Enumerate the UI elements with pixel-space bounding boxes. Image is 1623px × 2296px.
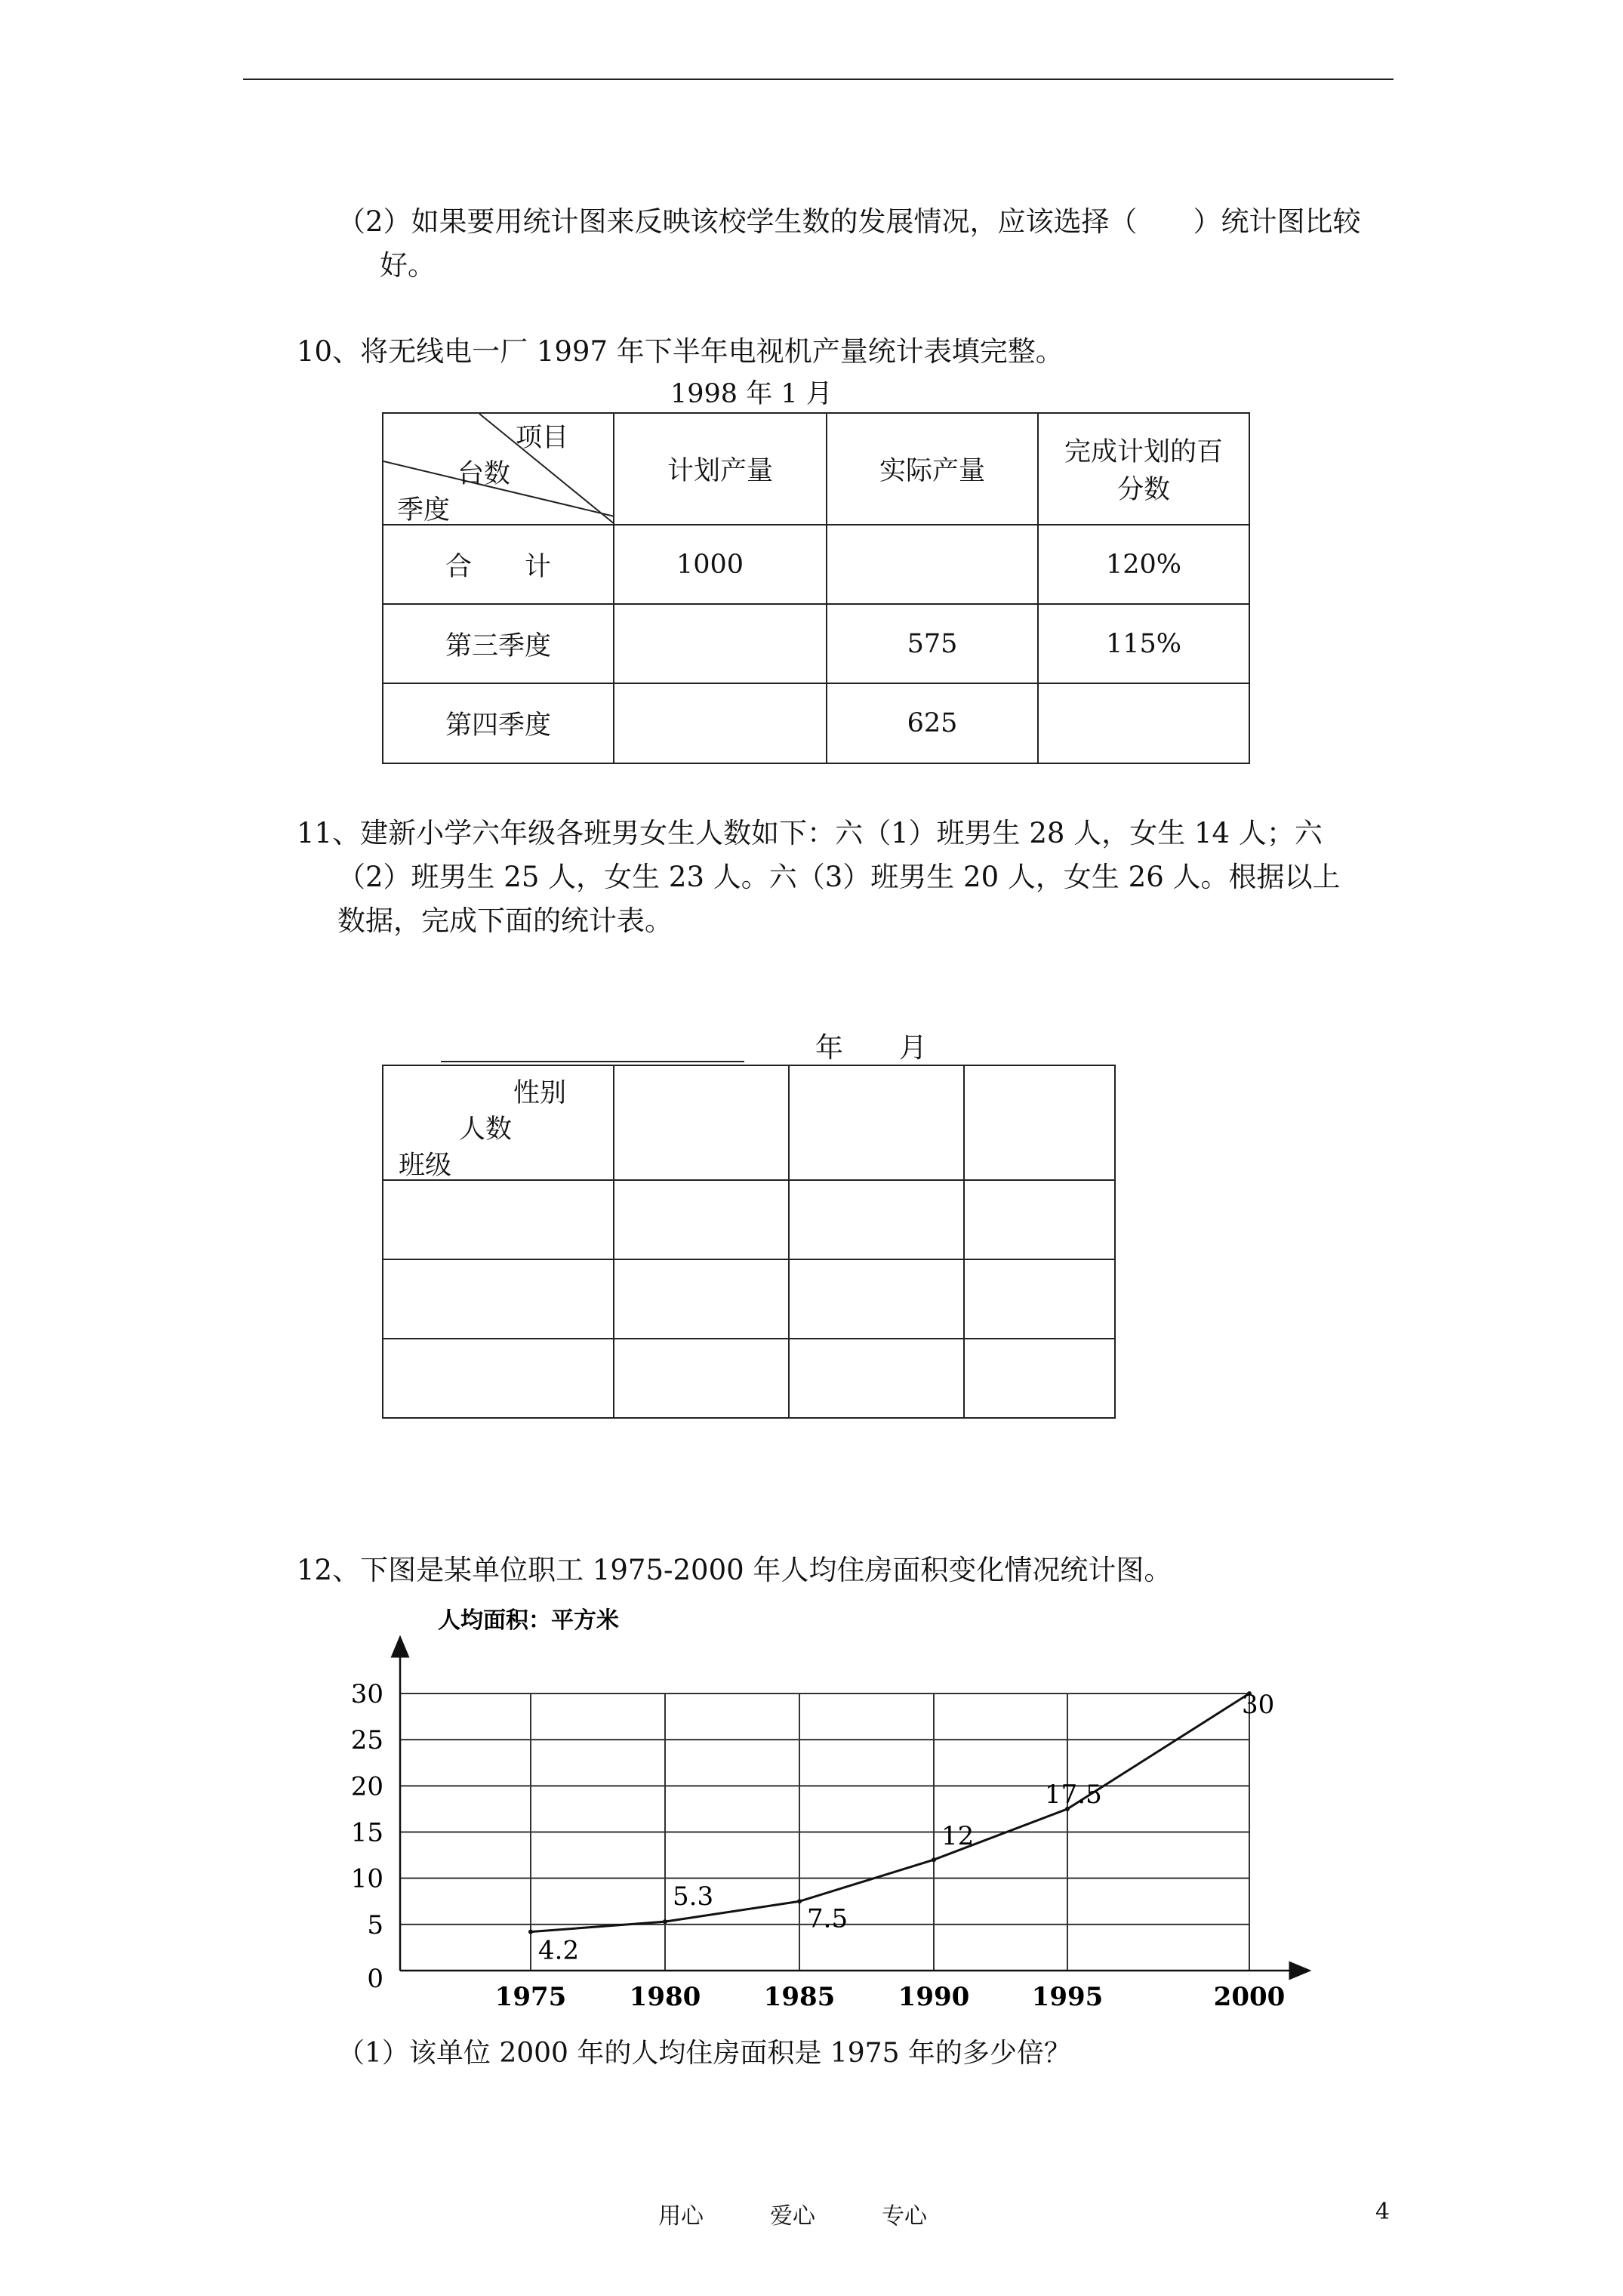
cell-plan	[614, 683, 827, 763]
y-tick-label: 10	[350, 1863, 383, 1894]
data-label: 12	[941, 1821, 975, 1852]
q12-title: 12、下图是某单位职工 1975-2000 年人均住房面积变化情况统计图。	[297, 1554, 1172, 1586]
q9-line1: （2）如果要用统计图来反映该校学生数的发展情况，应该选择（ ）统计图比较	[337, 205, 1361, 238]
table-row	[383, 1339, 1115, 1418]
cell-actual: 575	[827, 604, 1038, 683]
diagonal-header-cell	[383, 1065, 614, 1180]
diag-label-count: 人数	[459, 1114, 513, 1145]
y-tick-labels	[351, 1679, 383, 1994]
x-tick-label: 2000	[1213, 1982, 1286, 2012]
empty-cell	[964, 1259, 1115, 1339]
y-tick-label: 5	[367, 1909, 383, 1940]
x-tick-label: 1990	[898, 1982, 970, 2012]
diag-label-gender: 性别	[513, 1078, 567, 1108]
header-rule	[243, 79, 1394, 80]
diag-label-class: 班级	[399, 1151, 452, 1181]
empty-cell	[789, 1259, 964, 1339]
footer-yongxin: 用心	[658, 2203, 704, 2230]
class-table	[382, 1065, 1116, 1419]
table-header-row	[383, 413, 1249, 525]
y-tick-label: 30	[350, 1679, 383, 1709]
x-tick-label: 1980	[629, 1982, 701, 2012]
cell-plan	[614, 604, 827, 683]
y-tick-label: 15	[350, 1817, 383, 1848]
q10-title: 10、将无线电一厂 1997 年下半年电视机产量统计表填完整。	[297, 335, 1064, 368]
cell-actual	[827, 525, 1038, 604]
empty-cell	[383, 1339, 614, 1418]
y-tick-label: 0	[367, 1964, 383, 1994]
q11-date: 年 月	[815, 1031, 927, 1064]
x-tick-label: 1985	[763, 1982, 836, 2012]
y-axis-label: 人均面积：平方米	[438, 1607, 619, 1634]
table-header-row	[383, 1065, 1115, 1180]
diagonal-header-cell	[383, 413, 614, 525]
cell-percent: 120%	[1038, 525, 1249, 604]
data-point	[528, 1930, 533, 1934]
footer-aixin: 爱心	[770, 2203, 815, 2230]
page-number: 4	[1375, 2199, 1390, 2225]
empty-cell	[614, 1259, 789, 1339]
data-point	[797, 1899, 802, 1903]
cell-actual: 625	[827, 683, 1038, 763]
row-label: 第三季度	[383, 604, 614, 683]
diag-label-item: 项目	[516, 423, 569, 453]
data-label: 7.5	[807, 1903, 848, 1934]
q11-line3: 数据，完成下面的统计表。	[337, 905, 673, 937]
y-tick-label: 20	[350, 1771, 383, 1802]
diag-label-count: 台数	[457, 459, 511, 489]
col-header-percent-line1: 完成计划的百	[1064, 437, 1223, 467]
data-label: 17.5	[1045, 1779, 1102, 1810]
series-line	[531, 1693, 1249, 1932]
table-row	[383, 1180, 1115, 1259]
q11-line2: （2）班男生 25 人，女生 23 人。六（3）班男生 20 人，女生 26 人。根据以上	[337, 861, 1341, 893]
q9-line2: 好。	[380, 249, 436, 282]
table-row	[383, 525, 1249, 604]
data-point	[663, 1919, 667, 1924]
cell-percent: 115%	[1038, 604, 1249, 683]
footer-zhuanxin: 专心	[882, 2203, 927, 2230]
empty-cell	[383, 1180, 614, 1259]
production-table	[382, 412, 1250, 764]
area-line-chart	[332, 1601, 1329, 2023]
empty-cell	[614, 1180, 789, 1259]
y-tick-label: 25	[350, 1725, 383, 1756]
col-header-percent	[1038, 413, 1249, 525]
empty-cell	[789, 1065, 964, 1180]
empty-cell	[964, 1339, 1115, 1418]
cell-plan: 1000	[614, 525, 827, 604]
cell-percent	[1038, 683, 1249, 763]
q10-date: 1998 年 1 月	[670, 379, 833, 409]
row-label: 合 计	[383, 525, 614, 604]
empty-cell	[964, 1065, 1115, 1180]
empty-cell	[964, 1180, 1115, 1259]
table-row	[383, 683, 1249, 763]
title-blank-line	[441, 1061, 744, 1062]
diag-label-season: 季度	[397, 495, 451, 525]
empty-cell	[789, 1180, 964, 1259]
empty-cell	[614, 1339, 789, 1418]
chart-series	[528, 1691, 1252, 1934]
data-label: 30	[1242, 1690, 1275, 1720]
data-label: 4.2	[538, 1935, 580, 1966]
q11-line1: 11、建新小学六年级各班男女生人数如下：六（1）班男生 28 人，女生 14 人；六	[297, 817, 1323, 849]
x-tick-label: 1995	[1031, 1982, 1104, 2012]
col-header-percent-line2: 分数	[1116, 475, 1170, 505]
table-row	[383, 1259, 1115, 1339]
col-header-plan: 计划产量	[614, 413, 827, 525]
col-header-actual: 实际产量	[827, 413, 1038, 525]
data-label: 5.3	[673, 1881, 714, 1912]
data-point	[932, 1857, 936, 1862]
row-label: 第四季度	[383, 683, 614, 763]
empty-cell	[383, 1259, 614, 1339]
q12-question1: （1）该单位 2000 年的人均住房面积是 1975 年的多少倍？	[337, 2038, 1071, 2069]
x-tick-labels	[495, 1982, 1286, 2012]
empty-cell	[789, 1339, 964, 1418]
empty-cell	[614, 1065, 789, 1180]
table-row	[383, 604, 1249, 683]
x-tick-label: 1975	[494, 1982, 567, 2012]
